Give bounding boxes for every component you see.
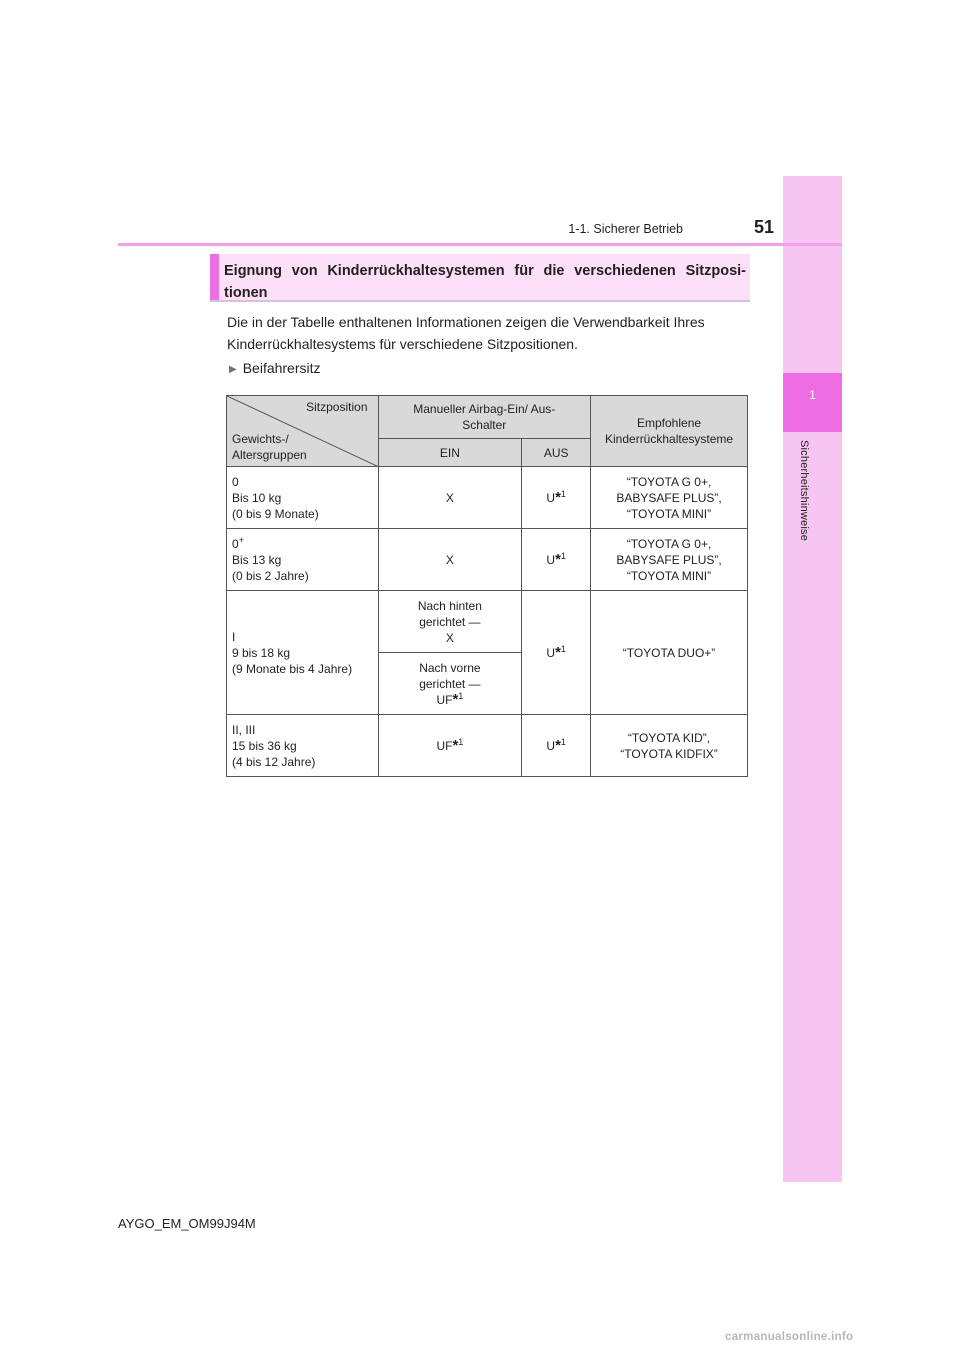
on-cell: UF*$^1$ xyxy=(378,715,522,777)
chapter-label: Sicherheitshinweise xyxy=(798,440,810,542)
page-number: 51 xyxy=(753,217,774,237)
corner-bottom-label: Gewichts-/ Altersgruppen xyxy=(232,432,307,462)
suitability-table xyxy=(226,395,748,777)
section-accent-bar xyxy=(210,254,219,300)
bullet-text: Beifahrersitz xyxy=(242,360,321,376)
off-cell: U*$^1$ xyxy=(522,715,591,777)
chapter-number: 1 xyxy=(809,388,816,402)
off-cell: U*$^1$ xyxy=(522,591,591,715)
recommended-cell: “TOYOTA KID”, “TOYOTA KIDFIX” xyxy=(591,715,748,777)
header-rule xyxy=(118,243,842,246)
on-cell: X xyxy=(378,467,522,529)
on-cell-rear: Nach hinten gerichtet — X xyxy=(378,591,522,653)
on-cell-front: Nach vorne gerichtet — UF*$^1$ xyxy=(378,653,522,715)
off-cell: U*$^1$ xyxy=(522,467,591,529)
side-tab xyxy=(783,176,842,1182)
watermark: carmanualsonline.info xyxy=(725,1331,854,1343)
recommended-cell: “TOYOTA G 0+, BABYSAFE PLUS”, “TOYOTA MINI” xyxy=(591,467,748,529)
header-section: 1-1. Sicherer Betrieb xyxy=(568,222,683,236)
footer-doc-id: AYGO_EM_OM99J94M xyxy=(118,1216,256,1231)
bullet-item xyxy=(229,359,321,379)
col-header-recommended: Empfohlene Kinderrückhaltesysteme xyxy=(591,396,748,467)
corner-top-label: Sitzposition xyxy=(306,400,368,414)
table-row xyxy=(227,467,748,529)
recommended-cell: “TOYOTA DUO+” xyxy=(591,591,748,715)
table-row xyxy=(227,529,748,591)
group-cell: 0+ Bis 13 kg (0 bis 2 Jahre) xyxy=(227,529,379,591)
col-header-on: EIN xyxy=(378,439,522,467)
group-cell: 0 Bis 10 kg (0 bis 9 Monate) xyxy=(227,467,379,529)
table-corner-header xyxy=(227,396,379,467)
col-header-airbag: Manueller Airbag-Ein/ Aus-Schalter xyxy=(378,396,591,439)
triangle-bullet-icon: ▶ xyxy=(229,364,237,375)
on-cell: X xyxy=(378,529,522,591)
col-header-off: AUS xyxy=(522,439,591,467)
group-cell: I 9 bis 18 kg (9 Monate bis 4 Jahre) xyxy=(227,591,379,715)
table-row xyxy=(227,591,748,653)
group-cell: II, III 15 bis 36 kg (4 bis 12 Jahre) xyxy=(227,715,379,777)
table-row xyxy=(227,715,748,777)
section-title: Eignung von Kinderrückhaltesystemen für die verschiedenen Sitzposi-tionen xyxy=(224,263,746,301)
off-cell: U*$^1$ xyxy=(522,529,591,591)
intro-paragraph: Die in der Tabelle enthaltenen Informationen zeigen die Verwendbarkeit Ihres Kinderrückhaltesystems für verschiedene Sitzpositionen. xyxy=(227,314,705,352)
side-tab-active[interactable] xyxy=(783,373,842,432)
section-header xyxy=(210,254,750,302)
recommended-cell: “TOYOTA G 0+, BABYSAFE PLUS”, “TOYOTA MINI” xyxy=(591,529,748,591)
